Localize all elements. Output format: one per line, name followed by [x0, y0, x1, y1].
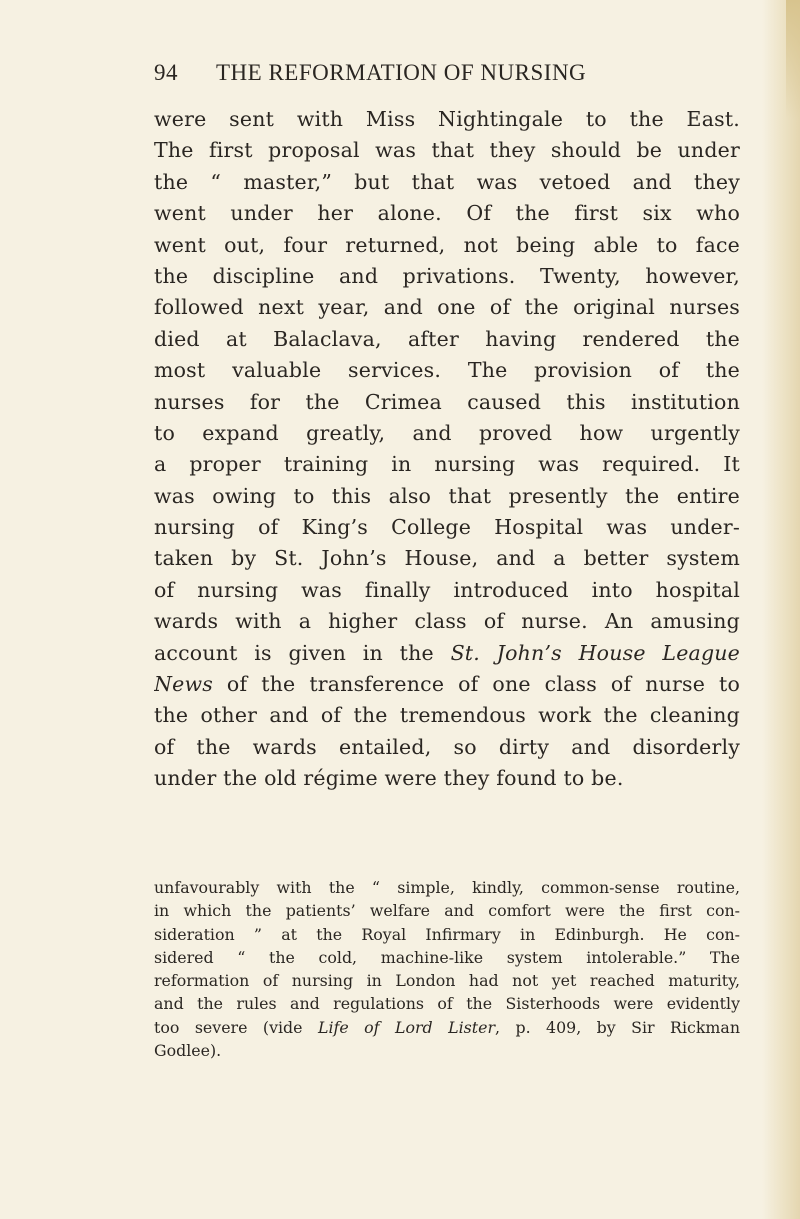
footnote-line: sidered “ the cold, machine-like system intolerable.” The [154, 947, 740, 967]
running-title: THE REFORMATION OF NURSING [216, 60, 587, 85]
text-line: was owing to this also that presently the entire [154, 483, 740, 508]
running-header [154, 60, 744, 90]
publication-title-continued: News [154, 672, 213, 697]
text-line: the discipline and privations. Twenty, however, [154, 263, 740, 288]
footnote-line-with-title [154, 1016, 740, 1039]
text-segment: , p. 409, by Sir Rickman [495, 1017, 740, 1037]
text-line-with-title [154, 669, 740, 700]
footnote-line: and the rules and regulations of the Sisterhoods were evidently [154, 994, 740, 1014]
text-line: the other and of the tremendous work the cleaning [154, 703, 740, 728]
text-line: followed next year, and one of the original nurses [154, 295, 740, 320]
page-number: 94 [154, 60, 178, 85]
text-line: The first proposal was that they should be under [154, 138, 740, 163]
text-line: the “ master,” but that was vetoed and they [154, 169, 740, 194]
text-line: went under her alone. Of the first six who [154, 201, 740, 226]
text-line: wards with a higher class of nurse. An amusing [154, 609, 740, 634]
footnote [154, 876, 740, 1062]
text-line: most valuable services. The provision of the [154, 358, 740, 383]
footnote-line: unfavourably with the “ simple, kindly, common-sense routine, [154, 878, 740, 897]
text-line: of the wards entailed, so dirty and disorderly [154, 734, 740, 759]
text-line: a proper training in nursing was required. It [154, 452, 740, 477]
page-edge-shading [762, 0, 800, 1219]
publication-title: St. John’s House League [450, 640, 740, 665]
main-text [154, 104, 740, 795]
book-title: Life of Lord Lister [317, 1017, 495, 1037]
text-segment: account is given in the [154, 640, 434, 665]
footnote-line: in which the patients’ welfare and comfort were the first con- [154, 901, 740, 921]
footnote-line: Godlee). [154, 1041, 222, 1061]
text-line: taken by St. John’s House, and a better system [154, 546, 740, 571]
text-line: were sent with Miss Nightingale to the East. [154, 107, 740, 131]
text-segment: too severe (vide [154, 1017, 303, 1037]
page-edge-stain [786, 0, 800, 120]
text-line: nurses for the Crimea caused this institution [154, 389, 740, 414]
text-line-with-title [154, 638, 740, 669]
text-line: of nursing was finally introduced into hospital [154, 577, 740, 602]
text-segment: of the transference of one class of nurse to [226, 672, 740, 697]
text-line: under the old régime were they found to be. [154, 766, 624, 791]
footnote-line: reformation of nursing in London had not yet reached maturity, [154, 971, 740, 991]
text-line: nursing of King’s College Hospital was under- [154, 515, 740, 540]
text-line: to expand greatly, and proved how urgently [154, 420, 740, 445]
text-line: died at Balaclava, after having rendered the [154, 326, 740, 351]
text-line: went out, four returned, not being able to face [154, 232, 740, 257]
footnote-line: sideration ” at the Royal Infirmary in Edinburgh. He con- [154, 924, 740, 944]
